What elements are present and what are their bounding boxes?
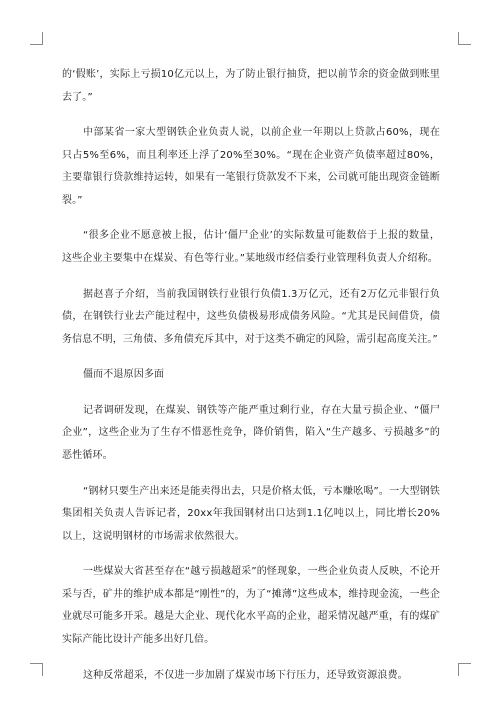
paragraph: 中部某省一家大型钢铁企业负责人说，以前企业一年期以上贷款占60%，现在只占5%至6%，而且利率还上浮了20%至30%。“现在企业资产负债率超过80%，主要靠银行贷款维持运转，如果有一笔银行贷款发不下来，公司就可能出现资金链断裂。” bbox=[62, 127, 440, 206]
paragraph: 记者调研发现，在煤炭、钢铁等产能严重过剩行业，存在大量亏损企业、“僵尸企业”，这些企业为了生存不惜恶性竞争，降价销售，陷入“生产越多、亏损越多”的恶性循环。 bbox=[62, 404, 440, 461]
paragraph: 据赵喜子介绍，当前我国钢铁行业银行负债1.3万亿元，还有2万亿元非银行负债，在钢铁行业去产能过程中，这些负债极易形成债务风险。“尤其是民间借贷，债务信息不明，三角债、多角债充斥其中，对于这类不确定的风险，需引起高度关注。” bbox=[62, 288, 440, 345]
document-body bbox=[62, 64, 440, 700]
crop-mark-top-right bbox=[458, 32, 471, 45]
section-heading: 僵而不退原因多面 bbox=[83, 369, 165, 381]
paragraph: 这种反常超采，不仅进一步加剧了煤炭市场下行压力，还导致资源浪费。 bbox=[83, 669, 408, 681]
paragraph: “钢材只要生产出来还是能卖得出去，只是价格太低，亏本赚吆喝”。一大型钢铁集团相关负责人告诉记者，20xx年我国钢材出口达到1.1亿吨以上，同比增长20%以上，这说明钢材的市场需求依然很大。 bbox=[62, 485, 440, 542]
crop-mark-top-left bbox=[30, 32, 43, 45]
paragraph-continuation: 的‘假账’，实际上亏损10亿元以上，为了防止银行抽贷，把以前节余的资金做到账里去了。” bbox=[62, 69, 440, 103]
paragraph: 一些煤炭大省甚至存在“越亏损越超采”的怪现象，一些企业负责人反映，不论开采与否，矿井的维护成本都是“刚性”的，为了“摊薄”这些成本，维持现金流，一些企业就尽可能多开采。越是大企业、现代化水平高的企业，超采情况越严重，有的煤矿实际产能比设计产能多出好几倍。 bbox=[62, 566, 440, 645]
crop-mark-bottom-right bbox=[458, 663, 471, 676]
crop-mark-bottom-left bbox=[30, 663, 43, 676]
paragraph: “很多企业不愿意被上报，估计‘僵尸企业’的实际数量可能数倍于上报的数量，这些企业主要集中在煤炭、有色等行业。”某地级市经信委行业管理科负责人介绍称。 bbox=[62, 230, 440, 264]
